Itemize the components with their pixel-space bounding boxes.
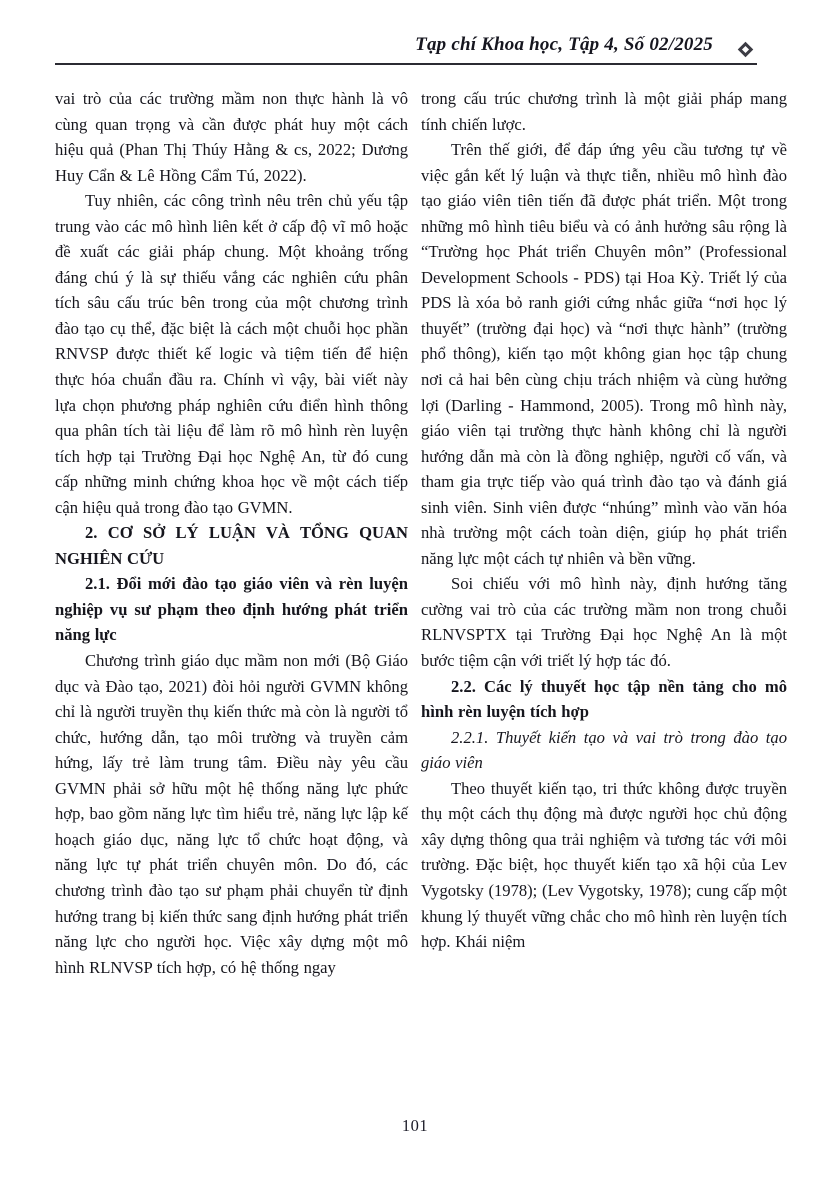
header-rule (55, 34, 757, 65)
page-number: 101 (401, 1116, 429, 1135)
article-body (55, 86, 787, 980)
subsection-heading: 2.1. Đổi mới đào tạo giáo viên và rèn luyện nghiệp vụ sư phạm theo định hướng phát triển năng lực (55, 574, 408, 645)
paragraph: Chương trình giáo dục mầm non mới (Bộ Giáo dục và Đào tạo, 2021) đòi hỏi người GVMN không chỉ là người truyền thụ kiến thức mà còn là người tổ chức, hướng dẫn, tạo môi trường và truyền cảm hứng, lấy trẻ làm trung tâm. Điều này yêu cầu GVMN phải sở hữu một hệ thống năng lực phức hợp, bao gồm năng lực tìm hiểu trẻ, năng lực lập kế hoạch giáo dục, năng lực tổ chức hoạt động, và năng lực tự phát triển chuyên môn. Do đó, các chương trình đào tạo sư phạm phải chuyển từ định hướng trang bị kiến thức sang định hướng phát triển năng lực cho người học. Việc xây dựng một mô hình RLNVSP tích hợp, có hệ thống ngay (55, 651, 408, 977)
paragraph: Soi chiếu với mô hình này, định hướng tăng cường vai trò của các trường mầm non trong chuỗi RLNVSPTX tại Trường Đại học Nghệ An là một bước tiệm cận với triết lý hợp tác đó. (421, 574, 787, 671)
paragraph: Trên thế giới, để đáp ứng yêu cầu tương tự về việc gắn kết lý luận và thực tiễn, nhiều mô hình đào tạo giáo viên tiên tiến đã được phát triển. Một trong những mô hình tiêu biểu và có ảnh hưởng sâu rộng là “Trường học Phát triển Chuyên môn” (Professional Development Schools - PDS) tại Hoa Kỳ. Triết lý của PDS là xóa bỏ ranh giới cứng nhắc giữa “nơi học lý thuyết” (trường đại học) và “nơi thực hành” (trường phổ thông), kiến tạo một không gian học tập chung nơi cả hai bên cùng chịu trách nhiệm và cùng hưởng lợi (Darling - Hammond, 2005). Trong mô hình này, giáo viên tại trường thực hành không chỉ là người hướng dẫn mà còn là đồng nghiệp, người cố vấn, và tham gia trực tiếp vào quá trình đào tạo và đánh giá sinh viên. Sinh viên được “nhúng” mình vào văn hóa nhà trường một cách toàn diện, giúp họ phát triển năng lực một cách tự nhiên và bền vững. (421, 140, 787, 568)
column-left (55, 86, 408, 980)
paragraph-continuation: trong cấu trúc chương trình là một giải pháp mang tính chiến lược. (421, 89, 787, 134)
paragraph: Tuy nhiên, các công trình nêu trên chủ yếu tập trung vào các mô hình liên kết ở cấp độ vĩ mô hoặc đề xuất các giải pháp chung. Một khoảng trống đáng chú ý là sự thiếu vắng các nghiên cứu phân tích sâu cấu trúc bên trong của một chương trình đào tạo cụ thể, đặc biệt là cách một chuỗi học phần RNVSP được thiết kế logic và tiệm tiến để hiện thực hóa chuẩn đầu ra. Chính vì vậy, bài viết này lựa chọn phương pháp nghiên cứu điển hình thông qua phân tích tài liệu để làm rõ mô hình rèn luyện tích hợp tại Trường Đại học Nghệ An, từ đó cung cấp những minh chứng khoa học về một cách tiếp cận hiệu quả trong đào tạo GVMN. (55, 191, 408, 517)
journal-title: Tạp chí Khoa học, Tập 4, Số 02/2025 (415, 34, 713, 55)
paragraph: Theo thuyết kiến tạo, tri thức không được truyền thụ một cách thụ động mà được người học chủ động xây dựng thông qua trải nghiệm và tương tác với môi trường. Đặc biệt, học thuyết kiến tạo xã hội của Lev Vygotsky (1978); (Lev Vygotsky, 1978); cung cấp một khung lý thuyết vững chắc cho mô hình rèn luyện tích hợp. Khái niệm (421, 778, 787, 952)
subsection-heading: 2.2. Các lý thuyết học tập nền tảng cho mô hình rèn luyện tích hợp (421, 676, 787, 722)
page-footer (0, 1116, 830, 1136)
diamond-icon (738, 42, 754, 58)
paragraph-continuation: vai trò của các trường mầm non thực hành là vô cùng quan trọng và cần được phát huy một cách hiệu quả (Phan Thị Thúy Hằng & cs, 2022; Dương Huy Cẩn & Lê Hồng Cẩm Tú, 2022). (55, 89, 408, 185)
section-heading: 2. CƠ SỞ LÝ LUẬN VÀ TỔNG QUAN NGHIÊN CỨU (55, 523, 408, 568)
column-right (421, 86, 787, 980)
subsubsection-heading: 2.2.1. Thuyết kiến tạo và vai trò trong đào tạo giáo viên (421, 727, 787, 773)
page-header (55, 34, 757, 65)
